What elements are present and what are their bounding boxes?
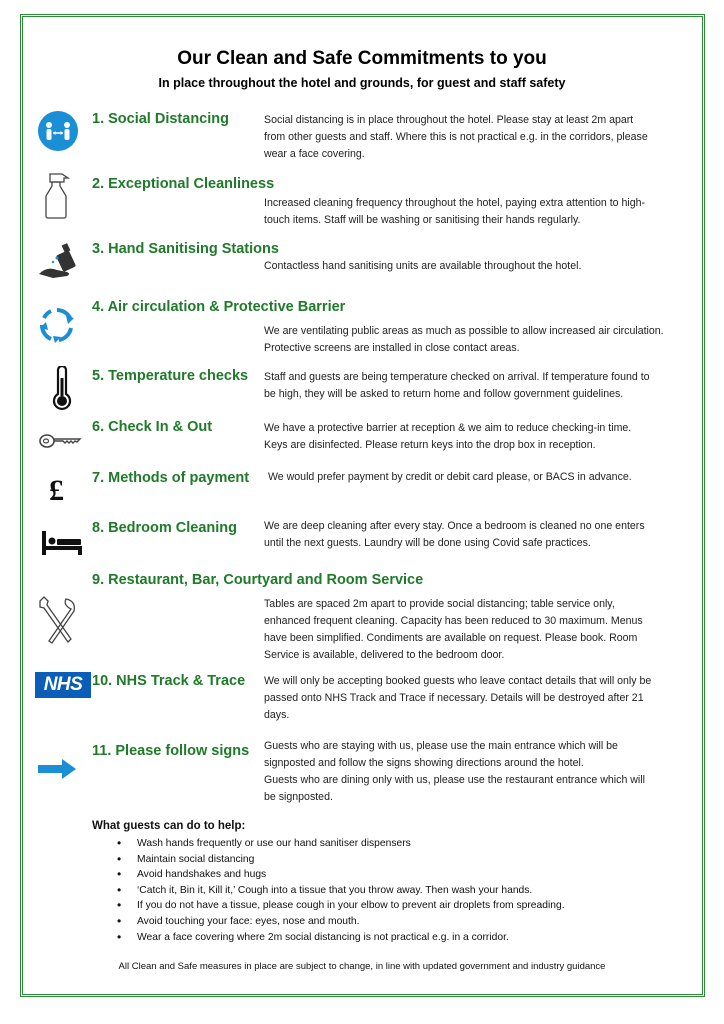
thermometer-icon bbox=[50, 366, 74, 412]
heading-check-in-out: 6. Check In & Out bbox=[92, 419, 213, 435]
heading-air-circulation: 4. Air circulation & Protective Barrier bbox=[92, 299, 346, 315]
heading-hand-sanitising: 3. Hand Sanitising Stations bbox=[92, 241, 279, 257]
list-item: • If you do not have a tissue, please cough in your elbow to prevent air droplets from spreading. bbox=[117, 898, 565, 914]
footer-note: All Clean and Safe measures in place are subject to change, in line with updated government and industry guidance bbox=[118, 961, 606, 972]
nhs-logo: NHS bbox=[35, 672, 91, 698]
air-circulation-icon bbox=[38, 306, 76, 344]
list-item: • Wash hands frequently or use our hand sanitiser dispensers bbox=[117, 836, 565, 852]
spray-bottle-icon bbox=[42, 172, 72, 220]
pound-icon: £ bbox=[49, 474, 64, 507]
heading-cleanliness: 2. Exceptional Cleanliness bbox=[92, 176, 275, 192]
cutlery-icon bbox=[36, 595, 82, 645]
list-item: • Maintain social distancing bbox=[117, 852, 565, 868]
text-payment: We would prefer payment by credit or debit card please, or BACS in advance. bbox=[268, 471, 632, 483]
heading-payment: 7. Methods of payment bbox=[92, 470, 250, 486]
page-title: Our Clean and Safe Commitments to you bbox=[177, 48, 547, 69]
heading-follow-signs: 11. Please follow signs bbox=[92, 743, 250, 759]
list-item: • ‘Catch it, Bin it, Kill it,’ Cough into a tissue that you throw away. Then wash your hands. bbox=[117, 883, 565, 899]
text-nhs-track-trace: We will only be accepting booked guests who leave contact details that will only be passed onto NHS Track and Trace if necessary. Details will be destroyed after 21 days. bbox=[264, 675, 652, 721]
text-air-circulation: We are ventilating public areas as much as possible to allow increased air circulation. Protective screens are installed in close contact areas. bbox=[264, 325, 664, 354]
text-hand-sanitising: Contactless hand sanitising units are available throughout the hotel. bbox=[264, 260, 582, 272]
help-title: What guests can do to help: bbox=[92, 820, 246, 832]
text-social-distancing: Social distancing is in place throughout the hotel. Please stay at least 2m apart from other guests and staff. Where this is not practical e.g. in the corridors, please wear a face covering. bbox=[264, 114, 648, 160]
heading-bedroom: 8. Bedroom Cleaning bbox=[92, 520, 238, 536]
heading-nhs-track-trace: 10. NHS Track & Trace bbox=[92, 673, 246, 689]
arrow-right-icon bbox=[37, 758, 77, 780]
hand-sanitiser-icon bbox=[37, 240, 83, 280]
key-icon bbox=[38, 430, 82, 452]
list-item: • Wear a face covering where 2m social distancing is not practical e.g. in a corridor. bbox=[117, 930, 565, 946]
text-follow-signs: Guests who are staying with us, please use the main entrance which will be signposted and follow the signs showing directions around the hotel. Guests who are dining only with us, please use the restaurant entrance which will be signposted. bbox=[264, 740, 645, 803]
page-subtitle: In place throughout the hotel and grounds, for guest and staff safety bbox=[158, 76, 566, 90]
help-list bbox=[117, 836, 565, 945]
bed-icon bbox=[41, 530, 83, 556]
list-item: • Avoid touching your face: eyes, nose and mouth. bbox=[117, 914, 565, 930]
text-restaurant: Tables are spaced 2m apart to provide social distancing; table service only, enhanced frequent cleaning. Capacity has been reduced to 30 maximum. Menus have been simplified. Condiments are available on request. Please book. Room Service is available, delivered to the bedroom door. bbox=[264, 598, 643, 661]
list-item: • Avoid handshakes and hugs bbox=[117, 867, 565, 883]
text-temperature: Staff and guests are being temperature checked on arrival. If temperature found to be high, they will be asked to return home and follow government guidelines. bbox=[264, 371, 650, 400]
social-distancing-icon bbox=[37, 110, 79, 152]
heading-social-distancing: 1. Social Distancing bbox=[92, 111, 229, 127]
text-cleanliness: Increased cleaning frequency throughout the hotel, paying extra attention to high- touch items. Staff will be washing or sanitising their hands regularly. bbox=[264, 197, 646, 226]
heading-temperature: 5. Temperature checks bbox=[92, 368, 249, 384]
text-bedroom: We are deep cleaning after every stay. Once a bedroom is cleaned no one enters until the next guests. Laundry will be done using Covid safe practices. bbox=[264, 520, 645, 549]
heading-restaurant: 9. Restaurant, Bar, Courtyard and Room Service bbox=[92, 572, 424, 588]
text-check-in-out: We have a protective barrier at reception & we aim to reduce checking-in time. Keys are disinfected. Please return keys into the drop box in reception. bbox=[264, 422, 632, 451]
